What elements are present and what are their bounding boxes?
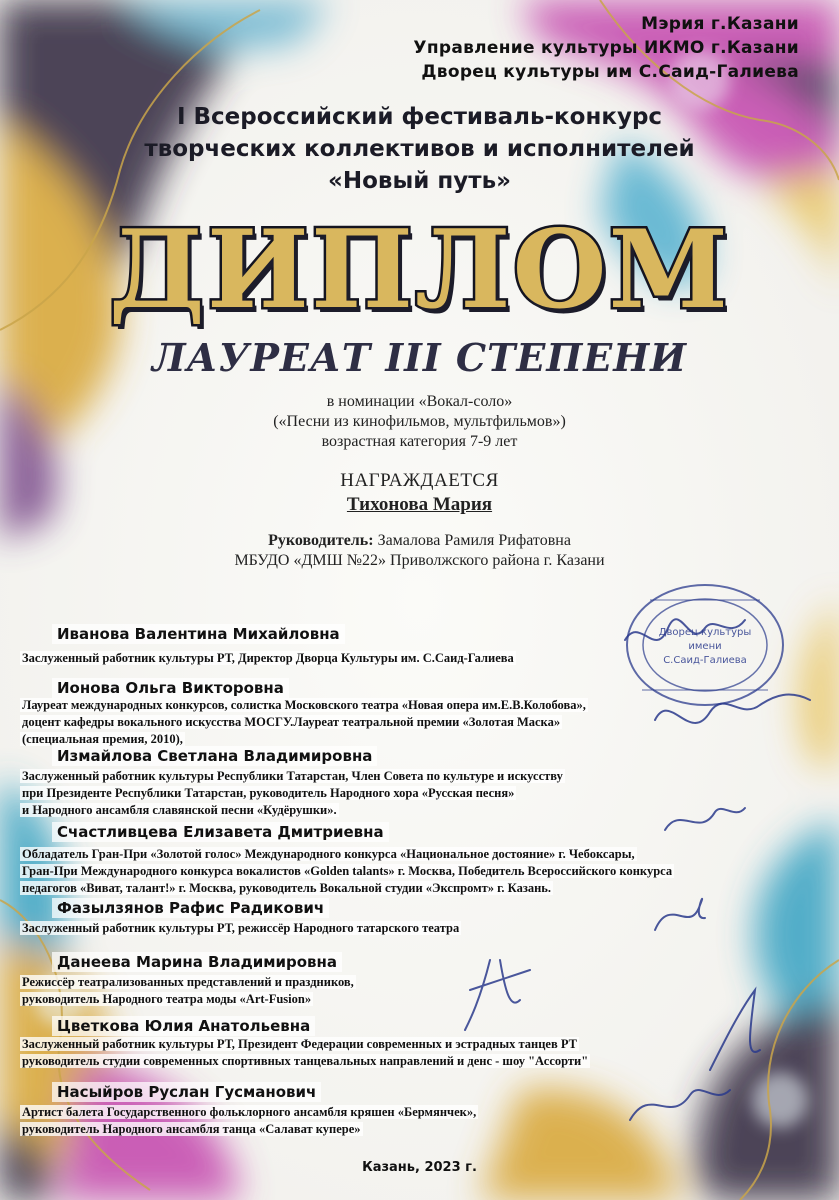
jury-desc-2-line-2: доцент кафедры вокального искусства МОСГУ.Лауреат театральной премии «Золотая Маска» — [22, 715, 561, 729]
jury-name-3: Измайлова Светлана Владимировна — [52, 746, 377, 766]
jury-desc-6-line-2: руководитель Народного театра моды «Art-Fusion» — [22, 992, 312, 1006]
jury-desc-4 — [20, 846, 674, 897]
awarded-label: НАГРАЖДАЕТСЯ — [340, 470, 499, 491]
festival-line-3: «Новый путь» — [327, 168, 511, 194]
jury-desc-7-line-1: Заслуженный работник культуры РТ, Президент Федерации современных и эстрадных танцев РТ — [22, 1037, 577, 1051]
jury-desc-1 — [20, 650, 516, 667]
nomination-line-1: в номинации «Вокал-соло» — [326, 393, 513, 410]
laureate-degree: ЛАУРЕАТ III СТЕПЕНИ — [151, 335, 688, 380]
jury-name-7: Цветкова Юлия Анатольевна — [52, 1016, 315, 1036]
jury-desc-6-line-1: Режиссёр театрализованных представлений и праздников, — [22, 975, 354, 989]
leader-line — [0, 532, 839, 550]
nomination-line-2: («Песни из кинофильмов, мультфильмов») — [273, 413, 566, 430]
jury-desc-3 — [20, 768, 565, 819]
svg-text:имени: имени — [688, 641, 722, 652]
diploma-title: ДИПЛОМ — [108, 207, 731, 333]
jury-name-1: Иванова Валентина Михайловна — [52, 624, 345, 644]
organizer-line-3: Дворец культуры им С.Саид-Галиева — [421, 62, 799, 82]
jury-desc-1-line-1: Заслуженный работник культуры РТ, Директор Дворца Культуры им. С.Саид-Галиева — [22, 651, 514, 665]
leader-label: Руководитель: — [268, 532, 374, 549]
nomination-line-3: возрастная категория 7-9 лет — [321, 433, 518, 450]
jury-desc-3-line-1: Заслуженный работник культуры Республики Татарстан, Член Совета по культуре и искусству — [22, 769, 563, 783]
jury-desc-2-line-3: (специальная премия, 2010), — [22, 732, 183, 746]
jury-desc-2-line-1: Лауреат международных конкурсов, солистка Московского театра «Новая опера им.Е.В.Колобова», — [22, 698, 586, 712]
organizer-line-1: Мэрия г.Казани — [641, 14, 799, 34]
jury-name-8: Насыйров Руслан Гусманович — [52, 1082, 321, 1102]
leader-name: Замалова Рамиля Рифатовна — [373, 532, 571, 549]
jury-desc-5 — [20, 920, 461, 937]
organizer-line-2: Управление культуры ИКМО г.Казани — [413, 38, 799, 58]
jury-desc-4-line-1: Обладатель Гран-При «Золотой голос» Международного конкурса «Национальное достояние» г. Чебоксары, — [22, 847, 635, 861]
jury-name-6: Данеева Марина Владимировна — [52, 952, 342, 972]
jury-name-4: Счастливцева Елизавета Дмитриевна — [52, 822, 389, 842]
jury-desc-8-line-1: Артист балета Государственного фольклорного ансамбля кряшен «Бермянчек», — [22, 1105, 477, 1119]
festival-line-2: творческих коллективов и исполнителей — [144, 136, 695, 162]
jury-desc-6 — [20, 974, 356, 1008]
school-line: МБУДО «ДМШ №22» Приволжского района г. Казани — [234, 552, 605, 569]
jury-desc-8 — [20, 1104, 478, 1138]
jury-desc-7 — [20, 1036, 590, 1070]
jury-desc-4-line-3: педагогов «Виват, талант!» г. Москва, руководитель Вокальной студии «Экспромт» г. Казань. — [22, 881, 552, 895]
jury-name-5: Фазылзянов Рафис Радикович — [52, 898, 329, 918]
jury-desc-2 — [20, 697, 588, 748]
jury-desc-3-line-3: и Народного ансамбля славянской песни «Кудёрушки». — [22, 803, 337, 817]
svg-text:Дворец культуры: Дворец культуры — [658, 627, 752, 638]
svg-text:С.Саид-Галиева: С.Саид-Галиева — [663, 655, 747, 666]
festival-line-1: I Всероссийский фестиваль-конкурс — [176, 104, 663, 130]
jury-desc-7-line-2: руководитель студии современных спортивных танцевальных направлений и денс - шоу "Ассорти" — [22, 1054, 589, 1068]
jury-name-2: Ионова Ольга Викторовна — [52, 678, 289, 698]
city-year: Казань, 2023 г. — [362, 1160, 477, 1175]
jury-desc-3-line-2: при Президенте Республики Татарстан, руководитель Народного хора «Русская песня» — [22, 786, 515, 800]
recipient-name: Тихонова Мария — [346, 494, 493, 515]
jury-desc-4-line-2: Гран-При Международного конкурса вокалистов «Golden talants» г. Москва, Победитель Всероссийского конкурса — [22, 864, 673, 878]
jury-desc-8-line-2: руководитель Народного ансамбля танца «Салават купере» — [22, 1122, 361, 1136]
organization-stamp — [620, 580, 790, 710]
jury-desc-5-line-1: Заслуженный работник культуры РТ, режиссёр Народного татарского театра — [22, 921, 460, 935]
